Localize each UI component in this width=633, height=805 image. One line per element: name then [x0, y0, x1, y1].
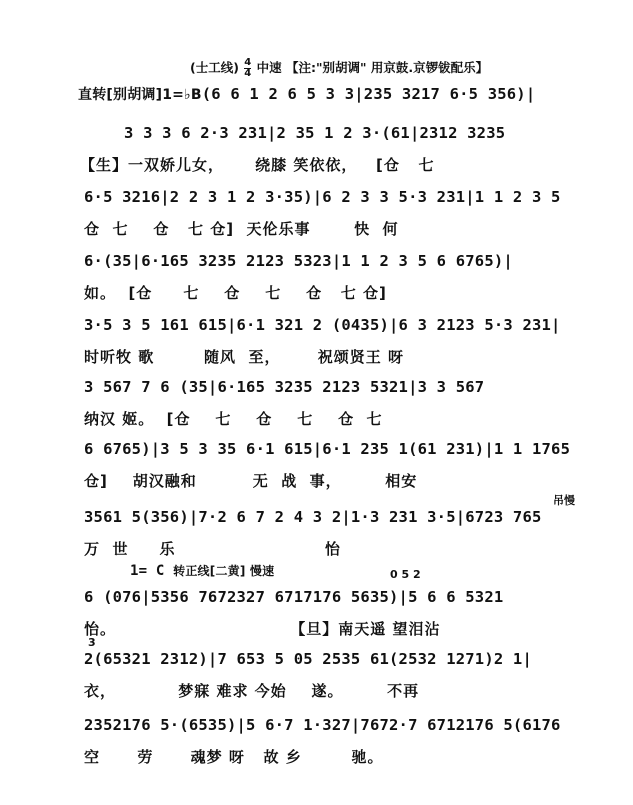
notation-line: 6·5 3216|2 2 3 1 2 3·35)|6 2 3 3 5·3 231|1 1 2 3 5 [84, 188, 561, 206]
lyrics-line: 【生】一双娇儿女， 绕膝 笑依依， [仓 七 [80, 156, 435, 174]
tuning-label: (士工线) [190, 60, 239, 75]
key-prefix: 直转[别胡调]1=♭B [78, 87, 202, 103]
lyrics-line: 衣， 梦寐 难求 今始 遂。 不再 [84, 682, 420, 700]
score-header [190, 58, 620, 84]
time-signature-denominator: 4 [244, 68, 252, 79]
notation-line: 6·(35|6·165 3235 2123 5323|1 1 2 3 5 6 6765)| [84, 252, 513, 270]
lyrics-line: 时听牧 歌 随风 至， 祝颂贤王 呀 [84, 348, 405, 366]
key-signature: 1= C [130, 563, 165, 579]
notation-line: 3 567 7 6 (35|6·165 3235 2123 5321|3 3 567 [84, 378, 485, 396]
performance-note: 【注:"别胡调" 用京鼓.京锣钹配乐】 [286, 60, 489, 75]
notes: (6 6 1 2 6 5 3 3|235 3217 6·5 356)| [201, 85, 536, 103]
notation-line: 3561 5(356)|7·2 6 7 2 4 3 2|1·3 231 3·5|6723 765 [84, 508, 542, 526]
ornament-annotation: 0 5 2 [390, 568, 421, 581]
modulation-label: 转正线[二黄] 慢速 [173, 564, 275, 578]
lyrics-line: 仓 七 仓 七 仓] 天伦乐事 快 何 [84, 220, 399, 238]
notation-line [78, 84, 535, 104]
grace-annotation: 3 [88, 636, 96, 649]
lyrics-line: 空 劳 魂梦 呀 故 乡 驰。 [84, 748, 384, 766]
notation-line: 3 3 3 6 2·3 231|2 35 1 2 3·(61|2312 3235 [124, 124, 506, 142]
lyrics-line: 仓] 胡汉融和 无 战 事， 相安 [84, 472, 418, 490]
time-signature [244, 58, 251, 79]
notation-line: 3·5 3 5 161 615|6·1 321 2 (0435)|6 3 2123 5·3 231| [84, 316, 561, 334]
tempo-annotation: 吊慢 [553, 494, 575, 507]
notation-line: 6 (076|5356 7672327 6717176 5635)|5 6 6 5321 [84, 588, 504, 606]
tempo-label: 中速 [256, 60, 282, 75]
lyrics-line: 怡。 【旦】南天遥 望泪沾 [84, 620, 441, 638]
notation-line: 2352176 5·(6535)|5 6·7 1·327|7672·7 6712176 5(6176 [84, 716, 561, 734]
notation-line: 6 6765)|3 5 3 35 6·1 615|6·1 235 1(61 231)|1 1 1765 [84, 440, 571, 458]
notation-line: 2(65321 2312)|7 653 5 05 2535 61(2532 1271)2 1| [84, 650, 532, 668]
lyrics-line: 万 世 乐 怡 [84, 540, 341, 558]
lyrics-line: 纳汉 姬。 [仓 七 仓 七 仓 七 [84, 410, 383, 428]
time-signature-numerator: 4 [244, 57, 252, 68]
lyrics-line: 如。 [仓 七 仓 七 仓 七 仓] [84, 284, 387, 302]
key-change [130, 562, 274, 579]
